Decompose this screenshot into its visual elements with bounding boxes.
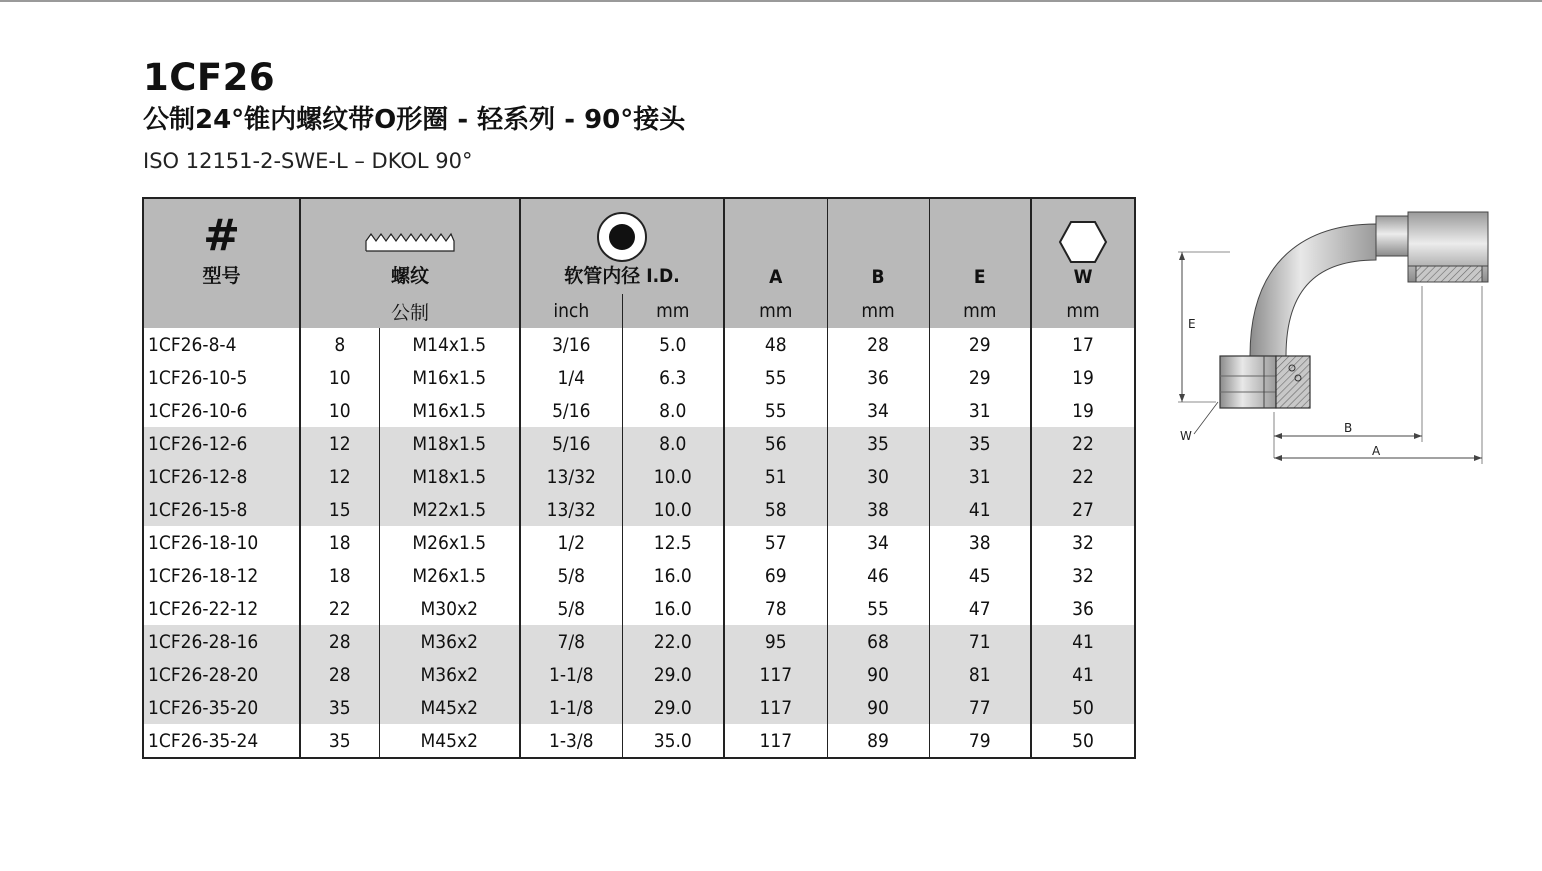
table-row xyxy=(143,394,1135,427)
cell-part: 1CF26-35-24 xyxy=(148,729,259,752)
cell-w: 41 xyxy=(1031,625,1135,658)
cell-mm: 29.0 xyxy=(622,691,724,724)
cell-e: 81 xyxy=(929,658,1031,691)
cell-size: 18 xyxy=(300,526,379,559)
cell-w: 50 xyxy=(1031,691,1135,724)
cell-mm: 5.0 xyxy=(622,328,724,361)
cell-part: 1CF26-10-6 xyxy=(148,399,248,422)
cell-b: 90 xyxy=(827,658,929,691)
cell-thread: M36x2 xyxy=(379,658,520,691)
cell-size: 10 xyxy=(300,394,379,427)
spec-table-body xyxy=(143,328,1135,758)
cell-w: 32 xyxy=(1031,559,1135,592)
cell-part: 1CF26-28-20 xyxy=(143,658,300,691)
table-row xyxy=(143,658,1135,691)
cell-b: 30 xyxy=(827,460,929,493)
cell-size: 10 xyxy=(300,361,379,394)
cell-b: 36 xyxy=(827,361,929,394)
col-header-hose xyxy=(520,198,724,294)
spec-table xyxy=(142,197,1136,759)
cell-part: 1CF26-18-12 xyxy=(148,564,259,587)
cell-w: 22 xyxy=(1031,460,1135,493)
drawing-label-w: W xyxy=(1180,429,1192,443)
col-header-b xyxy=(827,198,929,294)
col-header-part xyxy=(143,198,300,294)
cell-thread: M30x2 xyxy=(379,592,520,625)
cell-part: 1CF26-8-4 xyxy=(148,333,237,356)
cell-thread: M22x1.5 xyxy=(379,493,520,526)
cell-mm: 8.0 xyxy=(622,427,724,460)
drawing-label-a: A xyxy=(1372,444,1381,458)
table-row xyxy=(143,493,1135,526)
col-label-a: A xyxy=(769,266,783,288)
hose-bore-icon xyxy=(521,211,723,261)
table-row xyxy=(143,559,1135,592)
cell-a: 78 xyxy=(724,592,827,625)
table-row xyxy=(143,328,1135,361)
cell-part: 1CF26-12-6 xyxy=(143,427,300,460)
cell-a: 58 xyxy=(724,493,827,526)
col-label-w: W xyxy=(1073,266,1093,288)
col-header-w xyxy=(1031,198,1135,294)
col-header-e xyxy=(929,198,1031,294)
cell-mm: 29.0 xyxy=(622,658,724,691)
table-row xyxy=(143,460,1135,493)
col-label-hose: 软管内径 I.D. xyxy=(564,265,680,287)
unit-e: mm xyxy=(929,294,1031,328)
cell-part: 1CF26-15-8 xyxy=(143,493,300,526)
cell-part: 1CF26-12-8 xyxy=(143,460,300,493)
cell-size: 22 xyxy=(300,592,379,625)
page-subtitle: 公制24°锥内螺纹带O形圈 - 轻系列 - 90°接头 xyxy=(143,105,686,135)
table-row xyxy=(143,592,1135,625)
cell-mm: 8.0 xyxy=(622,394,724,427)
cell-inch: 1/2 xyxy=(520,526,622,559)
cell-size: 8 xyxy=(300,328,379,361)
cell-part: 1CF26-28-16 xyxy=(143,625,300,658)
cell-part: 1CF26-10-5 xyxy=(148,366,248,389)
cell-inch: 1-3/8 xyxy=(520,724,622,758)
cell-size: 35 xyxy=(300,691,379,724)
cell-e: 38 xyxy=(929,526,1031,559)
cell-b: 89 xyxy=(827,724,929,758)
table-row xyxy=(143,526,1135,559)
cell-size: 18 xyxy=(300,559,379,592)
cell-thread: M18x1.5 xyxy=(379,427,520,460)
cell-inch: 5/16 xyxy=(520,394,622,427)
cell-size: 28 xyxy=(300,625,379,658)
cell-inch: 1/4 xyxy=(520,361,622,394)
cell-w: 19 xyxy=(1031,394,1135,427)
table-row xyxy=(143,724,1135,758)
cell-e: 45 xyxy=(929,559,1031,592)
unit-b: mm xyxy=(827,294,929,328)
cell-b: 38 xyxy=(827,493,929,526)
cell-a: 56 xyxy=(724,427,827,460)
cell-size: 35 xyxy=(300,724,379,758)
cell-part: 1CF26-35-20 xyxy=(143,691,300,724)
cell-b: 46 xyxy=(827,559,929,592)
cell-a: 95 xyxy=(724,625,827,658)
hexagon-icon xyxy=(1032,216,1134,266)
cell-e: 29 xyxy=(929,361,1031,394)
cell-w: 50 xyxy=(1031,724,1135,758)
cell-a: 57 xyxy=(724,526,827,559)
unit-thread: 公制 xyxy=(300,294,520,328)
cell-thread: M36x2 xyxy=(379,625,520,658)
unit-inch: inch xyxy=(520,294,622,328)
cell-mm: 10.0 xyxy=(622,493,724,526)
cell-mm: 16.0 xyxy=(622,559,724,592)
cell-thread: M18x1.5 xyxy=(379,460,520,493)
cell-mm: 6.3 xyxy=(622,361,724,394)
cell-size: 28 xyxy=(300,658,379,691)
cell-e: 31 xyxy=(929,460,1031,493)
drawing-label-b: B xyxy=(1344,421,1353,435)
cell-e: 29 xyxy=(929,328,1031,361)
cell-a: 69 xyxy=(724,559,827,592)
thread-teeth-icon xyxy=(301,211,519,261)
unit-part-empty xyxy=(143,294,300,328)
cell-inch: 7/8 xyxy=(520,625,622,658)
cell-a: 117 xyxy=(724,691,827,724)
table-row xyxy=(143,691,1135,724)
unit-a: mm xyxy=(724,294,827,328)
cell-b: 34 xyxy=(827,526,929,559)
cell-e: 35 xyxy=(929,427,1031,460)
header-row xyxy=(143,198,1135,294)
cell-a: 51 xyxy=(724,460,827,493)
cell-b: 34 xyxy=(827,394,929,427)
cell-thread: M16x1.5 xyxy=(379,361,520,394)
cell-e: 31 xyxy=(929,394,1031,427)
cell-a: 55 xyxy=(724,361,827,394)
cell-thread: M14x1.5 xyxy=(379,328,520,361)
cell-a: 55 xyxy=(724,394,827,427)
col-header-a xyxy=(724,198,827,294)
cell-b: 35 xyxy=(827,427,929,460)
cell-w: 36 xyxy=(1031,592,1135,625)
cell-part: 1CF26-22-12 xyxy=(148,597,259,620)
cell-size: 12 xyxy=(300,427,379,460)
cell-thread: M45x2 xyxy=(379,691,520,724)
table-row xyxy=(143,427,1135,460)
unit-mm-id: mm xyxy=(622,294,724,328)
cell-inch: 13/32 xyxy=(520,460,622,493)
cell-mm: 16.0 xyxy=(622,592,724,625)
elbow-fitting-drawing xyxy=(1170,206,1490,468)
drawing-label-e: E xyxy=(1188,317,1196,331)
cell-mm: 22.0 xyxy=(622,625,724,658)
cell-thread: M26x1.5 xyxy=(379,526,520,559)
cell-inch: 13/32 xyxy=(520,493,622,526)
cell-w: 19 xyxy=(1031,361,1135,394)
cell-size: 15 xyxy=(300,493,379,526)
cell-w: 41 xyxy=(1031,658,1135,691)
cell-a: 48 xyxy=(724,328,827,361)
col-label-e: E xyxy=(973,266,986,288)
cell-b: 55 xyxy=(827,592,929,625)
cell-w: 32 xyxy=(1031,526,1135,559)
cell-thread: M45x2 xyxy=(379,724,520,758)
cell-w: 27 xyxy=(1031,493,1135,526)
table-row xyxy=(143,625,1135,658)
cell-e: 71 xyxy=(929,625,1031,658)
cell-part: 1CF26-18-10 xyxy=(148,531,259,554)
cell-b: 68 xyxy=(827,625,929,658)
unit-w: mm xyxy=(1031,294,1135,328)
cell-mm: 35.0 xyxy=(622,724,724,758)
unit-row xyxy=(143,294,1135,328)
cell-thread: M26x1.5 xyxy=(379,559,520,592)
cell-inch: 5/8 xyxy=(520,559,622,592)
hash-icon: # xyxy=(203,210,240,261)
cell-size: 12 xyxy=(300,460,379,493)
cell-inch: 5/16 xyxy=(520,427,622,460)
cell-e: 47 xyxy=(929,592,1031,625)
cell-b: 28 xyxy=(827,328,929,361)
col-label-part: 型号 xyxy=(202,265,241,287)
cell-mm: 12.5 xyxy=(622,526,724,559)
cell-e: 41 xyxy=(929,493,1031,526)
cell-w: 17 xyxy=(1031,328,1135,361)
table-row xyxy=(143,361,1135,394)
cell-inch: 1-1/8 xyxy=(520,691,622,724)
cell-b: 90 xyxy=(827,691,929,724)
cell-inch: 1-1/8 xyxy=(520,658,622,691)
cell-inch: 5/8 xyxy=(520,592,622,625)
standard-reference: ISO 12151-2-SWE-L – DKOL 90° xyxy=(143,149,473,173)
cell-a: 117 xyxy=(724,724,827,758)
col-label-b: B xyxy=(871,266,885,288)
col-header-thread xyxy=(300,198,520,294)
top-rule xyxy=(0,0,1542,2)
col-label-thread: 螺纹 xyxy=(391,265,430,287)
page-title: 1CF26 xyxy=(143,56,276,99)
cell-a: 117 xyxy=(724,658,827,691)
cell-inch: 3/16 xyxy=(520,328,622,361)
cell-w: 22 xyxy=(1031,427,1135,460)
cell-thread: M16x1.5 xyxy=(379,394,520,427)
cell-mm: 10.0 xyxy=(622,460,724,493)
cell-e: 79 xyxy=(929,724,1031,758)
cell-e: 77 xyxy=(929,691,1031,724)
